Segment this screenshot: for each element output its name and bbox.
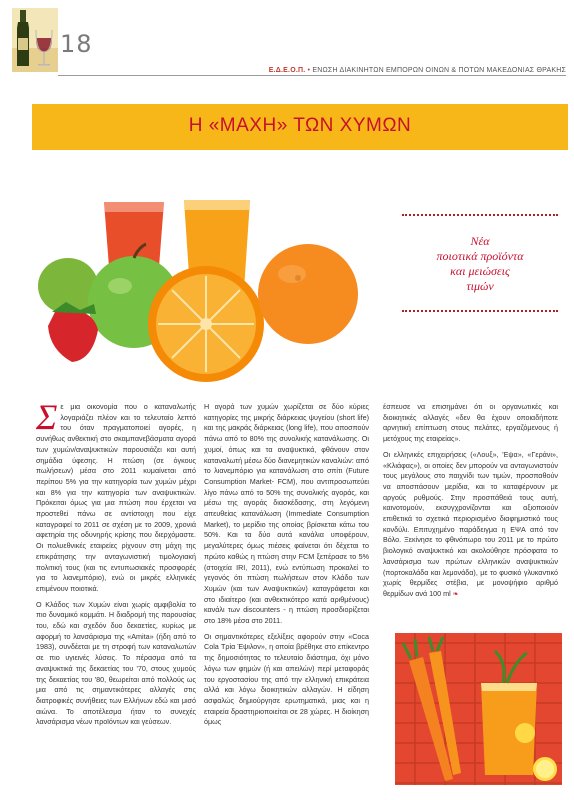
org-bullet: • (307, 67, 311, 74)
pull-quote-line-3: και μειώσεις (450, 264, 510, 278)
article-column-1 (36, 397, 196, 733)
article-column-3 (383, 402, 558, 605)
magazine-logo-wine (12, 8, 58, 72)
pull-quote-box (398, 214, 562, 312)
pull-quote-line-2: ποιοτικά προϊόντα (436, 249, 524, 263)
paragraph (383, 450, 558, 600)
carrot-juice-photo (395, 633, 562, 785)
paragraph-text: Οι ελληνικές επιχειρήσεις («Λουξ», 'Εψα», «Γεράνι», «Κλιάφας»), οι οποίες δεν μπορούν να ανταγωνιστούν τους μεγάλους στο παιχνίδι των τιμών, προσπαθούν να αποσπάσουν μερίδια, και το καταφέρνουν με αργούς ρυθμούς. Στην προσπάθειά τους αυτή, καινοτομούν, εκσυγχρονίζονται και αξιοποιούν επιθετικά το σχετικά περιορισμένο διαφημιστικό τους κονδύλι. Επιτυχημένο παράδειγμα η ΕΨΑ από τον Βόλο. Ξεκίνησε το φθινόπωρο του 2011 με το πρώτο βιολογικό αναψυκτικό και ακολούθησε πρόσφατα το λανσάρισμα των πρώτων ελληνικών αναψυκτικών (πορτοκαλάδα και λεμονάδα), με το φυσικό γλυκαντικό χωρίς θερμίδες στέβια, με μονοψήφιο αριθμό θερμίδων ανά 100 ml (383, 449, 558, 598)
drop-cap: Σ (36, 397, 58, 437)
header-rule (58, 75, 566, 76)
carrot-juice-illustration-icon (395, 633, 562, 785)
paragraph: Ο Κλάδος των Χυμών είναι χωρίς αμφιβολία το πιο δυναμικό κομμάτι. Η διαδρομή της παρουσίας του, εδώ και σχεδόν δυο δεκαετίες, κυρίως με αφορμή το λανσάρισμα της «Amita» (ήδη από το 1983), συνδέεται με τη στροφή των καταναλωτών σε πιο υγιεινές λύσεις. Το πέρασμα από τα αναψυκτικά της δεκαετίας του '70, στους χυμούς της δεκαετίας του '80, θεωρείται από πολλούς ως μια από τις σημαντικότερες αλλαγές στις διατροφικές συνήθειες των Ελλήνων εδώ και μισό αιώνα. Το αποτέλεσμα ήταν το συνεχές λανσάρισμα νέων προϊόντων και γεύσεων. (36, 599, 196, 727)
pull-quote-line-4: τιμών (466, 279, 494, 293)
article-column-2 (204, 402, 369, 733)
pull-quote-line-1: Νέα (470, 234, 490, 248)
page-number: 18 (60, 30, 93, 58)
wine-bottle-glass-icon (12, 8, 58, 72)
org-header (269, 67, 566, 74)
org-abbr: Ε.Δ.Ε.Ο.Π. (268, 67, 306, 74)
fruit-juice-photo (36, 190, 366, 390)
org-name: ΕΝΩΣΗ ΔΙΑΚΙΝΗΤΩΝ ΕΜΠΟΡΩΝ ΟΙΝΩΝ & ΠΟΤΩΝ ΜΑΚΕΔΟΝΙΑΣ ΘΡΑΚΗΣ (312, 67, 566, 74)
pull-quote-bottom-rule (402, 310, 558, 312)
end-mark-icon: ❧ (452, 588, 459, 598)
article-title: Η «ΜΑΧΗ» ΤΩΝ ΧΥΜΩΝ (188, 115, 412, 136)
juice-fruit-illustration-icon (36, 190, 366, 390)
pull-quote-text (398, 216, 562, 310)
title-banner (32, 104, 568, 150)
paragraph (36, 397, 196, 595)
paragraph-text: ε μια οικονομία που ο καταναλωτής λογαριάζει πλέον και το τελευταίο λεπτό του όταν πραγματοποιεί αγορές, η συνήθως ανθεκτική στο σκαμπανεβάσματα αγορά των χυμών/αναψυκτικών παρουσιάζει και αυτή σημάδια ύφεσης. Η πτώση (σε όγκους πωλήσεων) μέσα στο 2011 κυμαίνεται από περίπου 5% για την κατηγορία των χυμών μέχρι και 8% για την κατηγορία των αναψυκτικών. Πρόκειται όμως για μια πτώση που έρχεται να προστεθεί πάνω σε αντίστοιχη που είχε καταγραφεί το 2011 σε σχέση με το 2009, χρονιά αφετηρία της οδυνηρής κρίσης που διερχόμαστε. Οι πολυεθνικές εταιρείες ρίχνουν στη μάχη της επικράτησης την ανταγωνιστική τιμολογιακή πολιτική τους (και τις εντυπωσιακές προσφορές για το λιανεμπόριο), ενώ οι μικρές ελληνικές επιμένουν ποιοτικά. (36, 402, 196, 593)
paragraph: έσπευσε να επισημάνει ότι οι οργανωτικές και διοικητικές αλλαγές «δεν θα έχουν οποιαδήποτε αρνητική επίπτωση στους πελάτες, εργαζόμενους ή μετόχους της εταιρείας». (383, 402, 558, 444)
paragraph: Η αγορά των χυμών χωρίζεται σε δύο κύριες κατηγορίες της μικρής διάρκειας ψυγείου (short life) και της μακράς διάρκειας (long life), που αποσπούν πάνω από το 80% της συνολικής κατανάλωσης. Οι χυμοί, όπως και τα αναψυκτικά, φθάνουν στον καταναλωτή μέσω δύο διανεμητικών καναλιών: από το λιανεμπόριο για κατανάλωση στο σπίτι (Future Consumption Market- FCM), που αντιπροσωπεύει λίγο πάνω από το 50% της συνολικής αγοράς, και μέσω της αγοράς διασκέδασης, στη λεγόμενη απευθείας κατανάλωση (Immediate Consumption Market), το μερίδιο της οποίας βρίσκεται κάτω του 50%. Και τα δύο αυτά κανάλια υποφέρουν, μεγαλύτερες όμως πιέσεις φαίνεται ότι δέχεται το πρώτο καθώς η πτώση στην FCM ξεπέρασε το 5% (στοιχεία IRI, 2011), ενώ εντύπωση προκαλεί το γεγονός ότι πτώση πωλήσεων στον Κλάδο των Χυμών (και των Αναψυκτικών) καταγράφεται και στο ιδιαίτερο (και ανθεκτικότερο κατά αριθμένους) κανάλι των discounters - η πτώση προσδιορίζεται στο 18% μέσα στο 2011. (204, 402, 369, 626)
paragraph: Οι σημαντικότερες εξελίξεις αφορούν στην «Coca Cola Τρία Έψιλον», η οποία βρέθηκε στο επίκεντρο της δημοσιότητας το τελευταίο διάστημα, όχι μόνο λόγω των φημών (ή και απειλών) περί μεταφοράς του εργοστασίου της από την ελληνική επικράτεια αλλά και λόγω διοικητικών αλλαγών. Η είδηση ασφαλώς δημιούργησε ερωτηματικά, μιας και η εταιρεία δραστηριοποιείται σε 28 χώρες. Η διοίκηση όμως (204, 631, 369, 727)
